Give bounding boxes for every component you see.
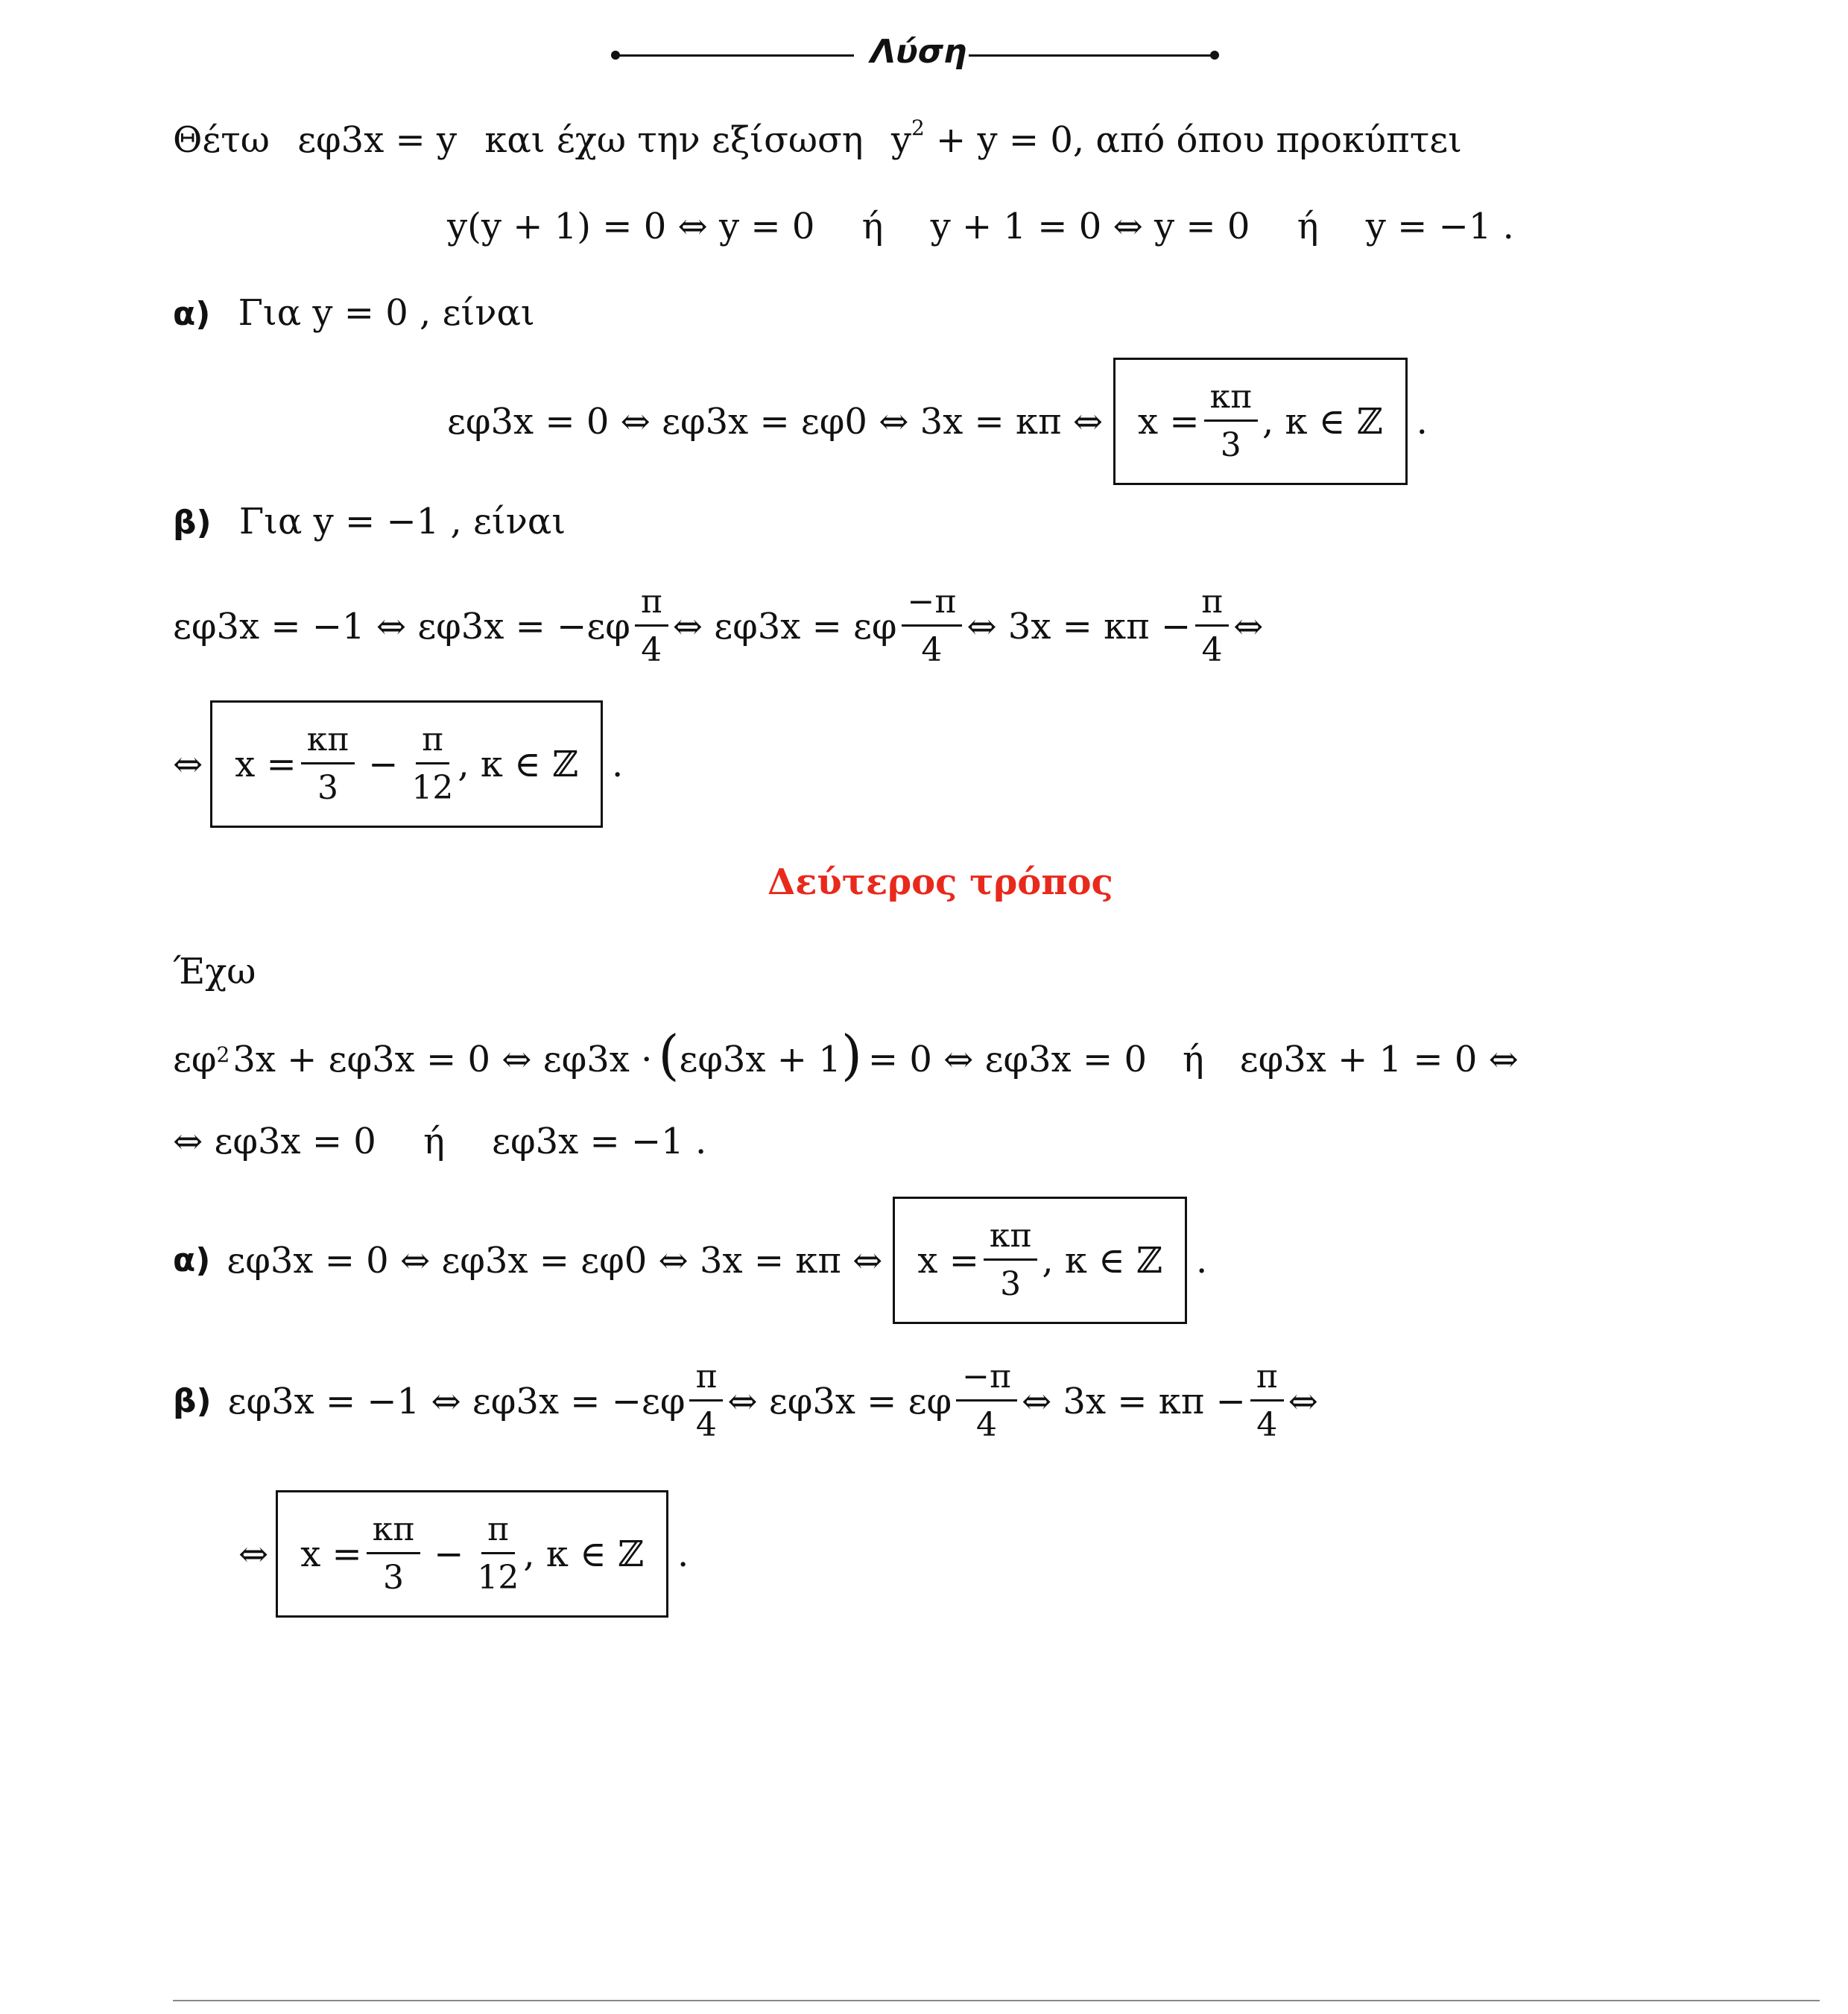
sm-l1-inner: εφ3x + 1 <box>679 1039 841 1080</box>
part-a-equation <box>447 358 1428 485</box>
part-b-end: . <box>612 743 624 785</box>
part-b-lead: ⇔ <box>173 743 203 785</box>
fraction-numerator: π <box>689 1361 723 1402</box>
sm-a-box-tail: , κ ∈ ℤ <box>1042 1239 1162 1282</box>
intro-equation-exponent: 2 <box>911 115 925 140</box>
sm-l1-base: εφ <box>173 1039 217 1080</box>
factor-c: y = −1 . <box>1365 206 1514 247</box>
intro-substitution: εφ3x = y <box>297 119 458 161</box>
fraction-denominator: 4 <box>695 1406 717 1444</box>
sm-b-box-minus: − <box>434 1533 464 1575</box>
intro-suffix: , από όπου προκύπτει <box>1072 119 1462 161</box>
fraction-denominator: 4 <box>641 631 662 669</box>
part-b-text: Για y = −1 , είναι <box>238 501 566 542</box>
sm-l1-paren-close: ) <box>841 1024 862 1086</box>
sm-a-label: α) <box>173 1241 211 1279</box>
header-rule-right <box>969 54 1215 57</box>
sm-l1-a: 3x + εφ3x = 0 ⇔ εφ3x · <box>232 1039 653 1080</box>
sm-l1-c: εφ3x + 1 = 0 ⇔ <box>1239 1039 1519 1080</box>
second-method-line-2 <box>173 1121 707 1162</box>
fraction-denominator: 4 <box>1256 1406 1278 1444</box>
part-a-heading <box>173 292 535 334</box>
fraction-numerator: κπ <box>301 723 355 764</box>
part-b-box-fraction-2 <box>411 723 453 805</box>
part-b-eq3: ⇔ 3x = κπ − <box>966 605 1192 647</box>
second-method-have: Έχω <box>173 951 256 992</box>
part-a-answer-box <box>1113 358 1408 485</box>
second-method-part-a <box>173 1197 1207 1324</box>
header-rule-left <box>616 54 854 57</box>
part-b-box-tail: , κ ∈ ℤ <box>458 743 579 785</box>
fraction-numerator: π <box>416 723 449 764</box>
sm-b-fraction-2 <box>956 1358 1017 1444</box>
intro-mid: και έχω την εξίσωση <box>484 119 864 161</box>
factor-a: y(y + 1) = 0 ⇔ y = 0 <box>447 206 815 247</box>
part-b-box-minus: − <box>368 743 399 785</box>
fraction-numerator: −π <box>956 1361 1017 1402</box>
part-b-eq4: ⇔ <box>1233 605 1264 647</box>
fraction-numerator: κπ <box>367 1513 420 1554</box>
sm-b-eq3: ⇔ 3x = κπ − <box>1021 1380 1246 1422</box>
fraction-denominator: 4 <box>1201 631 1223 669</box>
intro-prefix: Θέτω <box>173 119 270 161</box>
sm-b-eq2: ⇔ εφ3x = εφ <box>727 1380 952 1422</box>
fraction-numerator: κπ <box>1204 381 1258 422</box>
fraction-denominator: 12 <box>411 769 454 807</box>
sm-b-end: . <box>677 1533 689 1575</box>
sm-a-box-fraction <box>984 1217 1037 1303</box>
second-method-part-b <box>173 1358 1318 1444</box>
part-b-box-fraction-1 <box>301 723 355 805</box>
sm-b-eq4: ⇔ <box>1288 1380 1318 1422</box>
sm-l1-or: ή <box>1183 1039 1204 1080</box>
intro-line <box>173 115 1462 161</box>
fraction-numerator: −π <box>902 586 963 627</box>
sm-a-box-lhs: x = <box>917 1239 979 1282</box>
factor-or-1: ή <box>861 206 884 247</box>
sm-b-fraction-3 <box>1250 1358 1284 1444</box>
factor-b: y + 1 = 0 ⇔ y = 0 <box>930 206 1250 247</box>
part-b-label: β) <box>173 504 212 542</box>
fraction-denominator: 3 <box>1220 426 1241 464</box>
part-b-heading <box>173 501 566 542</box>
sm-a-end: . <box>1195 1239 1208 1282</box>
second-method-part-b-answer <box>238 1490 689 1618</box>
part-a-box-lhs: x = <box>1138 400 1200 443</box>
page-title: Λύση <box>870 33 967 71</box>
sm-l1-paren-open: ( <box>658 1024 680 1086</box>
part-a-text: Για y = 0 , είναι <box>238 292 535 334</box>
sm-b-box-fraction-2 <box>477 1510 519 1597</box>
part-a-label: α) <box>173 295 211 333</box>
part-a-box-tail: , κ ∈ ℤ <box>1262 400 1383 443</box>
fraction-denominator: 4 <box>921 631 943 669</box>
part-b-eq2: ⇔ εφ3x = εφ <box>672 605 897 647</box>
part-b-eq1: εφ3x = −1 ⇔ εφ3x = −εφ <box>173 605 630 647</box>
sm-l1-b: = 0 ⇔ εφ3x = 0 <box>867 1039 1148 1080</box>
sm-b-box-fraction-1 <box>367 1510 420 1597</box>
part-a-box-fraction <box>1204 378 1258 464</box>
second-method-heading: Δεύτερος τρόπος <box>768 861 1113 903</box>
fraction-numerator: π <box>481 1513 515 1554</box>
part-b-box-lhs: x = <box>235 743 297 785</box>
sm-b-label: β) <box>173 1381 212 1420</box>
part-a-eq: εφ3x = 0 ⇔ εφ3x = εφ0 ⇔ 3x = κπ ⇔ <box>447 400 1104 443</box>
sm-l2-b: εφ3x = −1 . <box>492 1121 707 1162</box>
fraction-numerator: π <box>635 586 668 627</box>
fraction-numerator: κπ <box>984 1220 1037 1261</box>
sm-b-eq1: εφ3x = −1 ⇔ εφ3x = −εφ <box>227 1380 686 1422</box>
sm-l1-exponent: 2 <box>216 1042 230 1067</box>
fraction-denominator: 3 <box>317 769 338 807</box>
part-b-answer-line <box>173 700 623 828</box>
fraction-denominator: 4 <box>976 1406 998 1444</box>
fraction-numerator: π <box>1195 586 1229 627</box>
sm-l2-a: ⇔ εφ3x = 0 <box>173 1121 376 1162</box>
sm-b-answer-box <box>276 1490 668 1618</box>
part-b-equation <box>173 583 1264 669</box>
intro-equation-rest: + y = 0 <box>936 119 1073 161</box>
part-b-answer-box <box>210 700 603 828</box>
fraction-denominator: 3 <box>382 1559 404 1597</box>
sm-b-lead: ⇔ <box>238 1533 269 1575</box>
intro-equation-base: y <box>890 119 911 161</box>
sm-b-fraction-1 <box>689 1358 723 1444</box>
sm-b-box-lhs: x = <box>300 1533 362 1575</box>
sm-a-eq: εφ3x = 0 ⇔ εφ3x = εφ0 ⇔ 3x = κπ ⇔ <box>227 1239 883 1282</box>
part-b-fraction-2 <box>902 583 963 669</box>
sm-b-box-tail: , κ ∈ ℤ <box>523 1533 645 1575</box>
factor-line <box>447 206 1514 247</box>
factor-or-2: ή <box>1297 206 1319 247</box>
part-b-fraction-3 <box>1195 583 1229 669</box>
sm-a-answer-box <box>893 1197 1187 1324</box>
fraction-numerator: π <box>1250 1361 1284 1402</box>
part-a-end: . <box>1416 400 1428 443</box>
fraction-denominator: 12 <box>477 1559 519 1597</box>
fraction-denominator: 3 <box>1000 1265 1022 1303</box>
header-rule-right-dot <box>1210 51 1219 60</box>
second-method-line-1 <box>173 1024 1519 1086</box>
part-b-fraction-1 <box>635 583 668 669</box>
sm-l2-or: ή <box>423 1121 445 1162</box>
footer-rule <box>173 2000 1820 2001</box>
